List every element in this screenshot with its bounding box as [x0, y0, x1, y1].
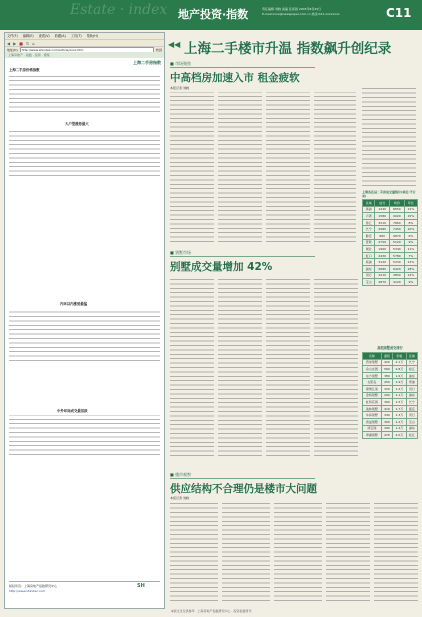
table2-cell: 450 [381, 379, 392, 386]
left-section-2-title: 大户型涨势最大 [65, 122, 89, 126]
story1-title: 中高档房加速入市 租金疲软 [170, 72, 300, 84]
table1-cell: 9% [404, 239, 417, 246]
table1-cell: 2980 [375, 226, 390, 233]
masthead [0, 0, 422, 30]
table1-cell: 6420 [390, 265, 405, 272]
table1-cell: 2750 [375, 239, 390, 246]
table1-cell: 卢湾 [363, 213, 375, 220]
table2-cell: 290 [381, 392, 392, 399]
story3-author: 本报记者 刘晓 [170, 496, 189, 500]
table1-cell: 4210 [375, 272, 390, 279]
table1-cell: 5680 [375, 265, 390, 272]
story1-col-2 [218, 92, 262, 242]
table1-header-row [363, 200, 418, 207]
table1-cell: 14% [404, 272, 417, 279]
story2-col-3 [266, 276, 310, 456]
table1-cell: 5340 [390, 246, 405, 253]
meta-line-2: E-mail:xxxx@newspaper.com.cn 热线:021-xxxxxxxx [262, 11, 340, 16]
table1-row [363, 206, 418, 213]
masthead-meta [262, 7, 380, 16]
masthead-decor: Estate · index [70, 2, 168, 18]
story1-col-1 [170, 92, 214, 242]
table2-cell: 1.4万 [393, 425, 407, 432]
table1-cell: 3210 [375, 219, 390, 226]
table2-header-row [363, 353, 418, 360]
table2-cell: 390 [381, 425, 392, 432]
table1-title: 上海各区县二手房成交量统计(单位:平方米) [362, 190, 416, 198]
table1-cell: 18% [404, 265, 417, 272]
table2-cell: 松江 [406, 432, 417, 439]
table2-cell: 嘉定 [406, 405, 417, 412]
table2-cell: 320 [381, 385, 392, 392]
menu-help[interactable]: 帮助(H) [86, 34, 98, 38]
back-icon[interactable]: ◀ [7, 40, 11, 46]
table1-cell: 11% [404, 246, 417, 253]
story2-col-2 [218, 276, 262, 456]
table2-cell: 闵行 [406, 385, 417, 392]
table2-row [363, 418, 418, 425]
forward-icon[interactable]: ▶ [13, 40, 17, 46]
table1-cell: 徐汇 [363, 219, 375, 226]
table2-cell: 长宁 [406, 359, 417, 366]
story3-col-4 [326, 503, 370, 601]
table2-cell: 长宁 [406, 399, 417, 406]
table2-cell: 华庭别墅 [363, 412, 382, 419]
table1-cell: 7860 [390, 219, 405, 226]
table1-cell: 7% [404, 252, 417, 259]
menu-file[interactable]: 文件(F) [7, 34, 18, 38]
story2-title: 别墅成交量增加 42% [170, 261, 273, 273]
table1-row [363, 279, 418, 286]
table2-cell: 1.6万 [393, 372, 407, 379]
table1-row [363, 226, 418, 233]
table1-cell: 9% [404, 279, 417, 286]
top-strip-text: 上海房地产 · 指数 · 投资 · 观察 [8, 53, 50, 57]
table1-row [363, 219, 418, 226]
table2-cell: 2.0万 [393, 432, 407, 439]
table2-title: 高档别墅成交排行 [377, 346, 403, 350]
panel-header-right: 上海二手房指数 [133, 60, 161, 65]
story1-label: ■ 市场聚焦 [170, 61, 192, 66]
section-title: 地产投资·指数 [178, 8, 249, 21]
menu-edit[interactable]: 编辑(E) [22, 34, 34, 38]
story1-author: 本报记者 刘晓 [170, 86, 189, 90]
table1-cell: 2430 [375, 252, 390, 259]
table1-row [363, 272, 418, 279]
table1-header: 均价 [390, 200, 405, 207]
left-section-3-body [9, 308, 160, 361]
table1-cell: 5230 [390, 259, 405, 266]
table1-cell: 6% [404, 232, 417, 239]
story2-label-text: 别墅市场 [175, 250, 192, 255]
table2-cell: 美林别墅 [363, 405, 382, 412]
table1-cell: 5120 [390, 239, 405, 246]
main-headline: 上海二手楼市升温 指数飙升创纪录 [184, 41, 392, 57]
table2-cell: 闵行 [406, 412, 417, 419]
table2-row [363, 412, 418, 419]
table1-row [363, 232, 418, 239]
menu-favorites[interactable]: 收藏(A) [54, 34, 66, 38]
table1-cell: 闵行 [363, 272, 375, 279]
menu-view[interactable]: 查看(V) [38, 34, 50, 38]
toolbar [5, 39, 164, 46]
table2-header: 面积 [381, 353, 392, 360]
table2-row [363, 425, 418, 432]
story2-label: ■ 别墅市场 [170, 250, 192, 255]
table1-cell: 12% [404, 206, 417, 213]
table1-header: 区域 [363, 200, 375, 207]
table1-cell: 1240 [375, 206, 390, 213]
story1-col-3 [266, 92, 310, 242]
table1-header: 成交 [375, 200, 390, 207]
story1-col-5 [362, 86, 416, 186]
table1-cell: 杨浦 [363, 259, 375, 266]
story2-col-1 [170, 276, 214, 456]
table2-cell: 青浦 [406, 379, 417, 386]
table1-row [363, 239, 418, 246]
table2-cell: 420 [381, 359, 392, 366]
story3-col-5 [374, 503, 418, 601]
address-label: 地址(D) [7, 48, 18, 52]
table2-cell: 西郊别墅 [363, 359, 382, 366]
story1-col-4 [314, 92, 356, 242]
left-section-4-body [9, 415, 160, 455]
table1-cell: 13% [404, 259, 417, 266]
table2-header: 价格 [393, 353, 407, 360]
edition-number: C11 [386, 6, 412, 20]
story2-col-4 [314, 276, 358, 456]
table2-row [363, 366, 418, 373]
story3-col-3 [274, 503, 322, 601]
table1-cell: 1580 [375, 213, 390, 220]
table2-cell: 1.9万 [393, 379, 407, 386]
top-strip [5, 52, 164, 58]
story3-col-1 [170, 503, 218, 601]
table1-cell: 8% [404, 219, 417, 226]
table1-cell: 长宁 [363, 226, 375, 233]
story3-label-text: 楼市观察 [175, 472, 192, 477]
story1-rule [170, 67, 315, 68]
table2-cell: 东方别墅 [363, 372, 382, 379]
meta-line-1: 责任编辑 刘晓 美编 张泽园 2003年8月25日 [262, 7, 322, 11]
left-section-2-body [9, 128, 160, 176]
table1-row [363, 265, 418, 272]
table2-cell: 360 [381, 399, 392, 406]
left-logo: SH [137, 583, 145, 589]
table1-row [363, 259, 418, 266]
table2-cell: 太阳岛 [363, 379, 382, 386]
table2-header: 名称 [363, 353, 382, 360]
table2-cell: 1.2万 [393, 385, 407, 392]
table1-cell: 5780 [390, 252, 405, 259]
table2-cell: 1.7万 [393, 405, 407, 412]
table2-cell: 香溢别墅 [363, 418, 382, 425]
menu-tools[interactable]: 工具(T) [70, 34, 82, 38]
table2-cell: 1.1万 [393, 392, 407, 399]
table2-cell: 佘山庄园 [363, 366, 382, 373]
story3-rule [170, 478, 315, 479]
home-icon[interactable]: ⌂ [32, 40, 35, 46]
go-button[interactable]: 转到 [155, 48, 162, 52]
table1-cell: 静安 [363, 232, 375, 239]
table2-cell: 虹桥花园 [363, 399, 382, 406]
table2-row [363, 379, 418, 386]
table2-cell: 1.2万 [393, 418, 407, 425]
refresh-icon[interactable]: ↻ [25, 40, 30, 46]
table2-cell: 2.1万 [393, 359, 407, 366]
table2-cell: 2.8万 [393, 366, 407, 373]
table2-cell: 470 [381, 432, 392, 439]
story3-title: 供应结构不合理仍是楼市大问题 [170, 483, 317, 495]
table2-row [363, 385, 418, 392]
table1-cell: 浦东 [363, 265, 375, 272]
table2-cell: 浦东 [406, 372, 417, 379]
table2-cell: 翠湖别墅 [363, 432, 382, 439]
table2-cell: 340 [381, 412, 392, 419]
left-footer-line-1: 版权所有：上海房地产指数研究中心 [9, 584, 58, 588]
table1-cell: 1960 [375, 246, 390, 253]
address-input[interactable]: http://www.shindex.com/article/xxxx.htm [20, 47, 154, 53]
table1-cell: 9020 [390, 213, 405, 220]
table1-cell: 黄浦 [363, 206, 375, 213]
table2-row [363, 399, 418, 406]
table2-row [363, 392, 418, 399]
table2-cell: 560 [381, 366, 392, 373]
table2-cell: 宝山 [406, 418, 417, 425]
left-section-3-title: 内环以内涨势最猛 [60, 302, 88, 306]
table2-cell: 浦东 [406, 425, 417, 432]
table1-header: 环比 [404, 200, 417, 207]
table1-cell: 4850 [390, 272, 405, 279]
table1-cell: 15% [404, 213, 417, 220]
table2-cell: 380 [381, 372, 392, 379]
table1-cell: 2870 [375, 279, 390, 286]
table2-cell: 300 [381, 418, 392, 425]
table1-cell: 860 [375, 232, 390, 239]
table2-header: 区域 [406, 353, 417, 360]
story2-rule [170, 256, 315, 257]
table2-cell: 410 [381, 405, 392, 412]
table1-cell: 3120 [375, 259, 390, 266]
table1-cell: 虹口 [363, 252, 375, 259]
left-section-4-title: 中外环间成交最活跃 [57, 409, 88, 413]
table1-row [363, 213, 418, 220]
table2-row [363, 359, 418, 366]
table1-cell: 9870 [390, 232, 405, 239]
table2-cell: 1.5万 [393, 399, 407, 406]
table2-cell: 1.3万 [393, 412, 407, 419]
table2-cell: 金桥别墅 [363, 392, 382, 399]
table1-cell: 10% [404, 226, 417, 233]
table1-cell: 普陀 [363, 239, 375, 246]
left-section-1-title: 上海二手房价格指数 [9, 68, 40, 72]
story1-label-text: 市场聚焦 [175, 61, 192, 66]
table2-cell: 绿宝园 [363, 425, 382, 432]
table1-cell: 8650 [390, 206, 405, 213]
table1-row [363, 252, 418, 259]
story3-col-2 [222, 503, 270, 601]
table2-row [363, 405, 418, 412]
table1 [362, 199, 418, 286]
table1-cell: 4120 [390, 279, 405, 286]
table2-cell: 锦绣江南 [363, 385, 382, 392]
table2-row [363, 372, 418, 379]
table1-cell: 7450 [390, 226, 405, 233]
table2-cell: 松江 [406, 366, 417, 373]
table2-row [363, 432, 418, 439]
table1-row [363, 246, 418, 253]
table1-cell: 闸北 [363, 246, 375, 253]
story3-label: ■ 楼市观察 [170, 472, 192, 477]
stop-icon[interactable]: ■ [19, 40, 23, 46]
page-footer: 本版文章仅供参考 · 上海房地产指数研究中心 · 投资指数周刊 [170, 609, 252, 613]
table2 [362, 352, 418, 439]
table1-cell: 宝山 [363, 279, 375, 286]
table2-cell: 浦东 [406, 392, 417, 399]
left-footer-link[interactable]: http://www.shindex.com [9, 588, 46, 593]
headline-marker-icon: ◀◀ [168, 40, 181, 49]
browser-window [4, 32, 165, 609]
left-section-1-body [9, 73, 160, 112]
